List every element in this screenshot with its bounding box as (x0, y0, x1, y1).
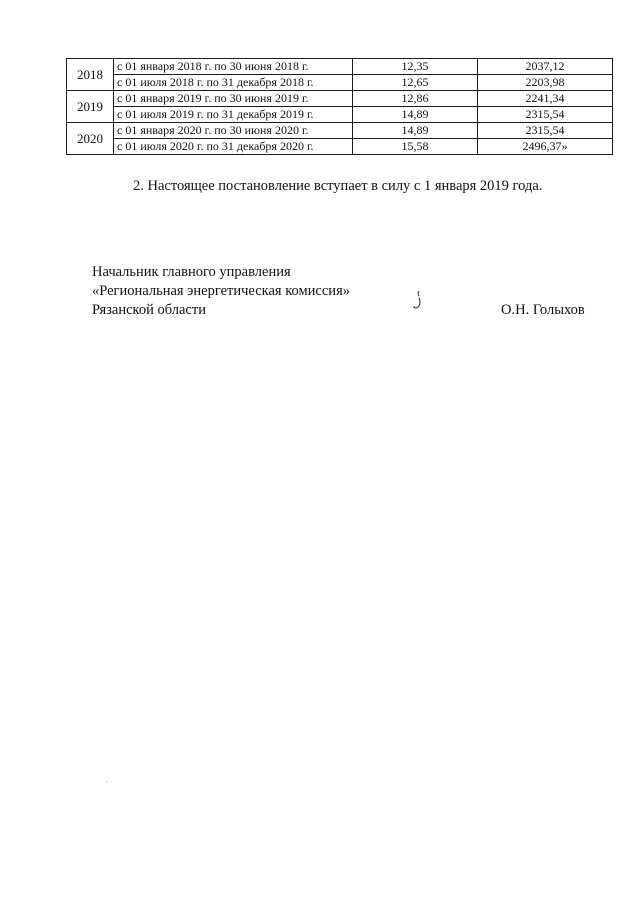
value2-cell: 2203,98 (478, 75, 613, 91)
period-cell: с 01 января 2018 г. по 30 июня 2018 г. (114, 59, 353, 75)
value2-cell: 2315,54 (478, 107, 613, 123)
period-cell: с 01 июля 2020 г. по 31 декабря 2020 г. (114, 139, 353, 155)
table-row (67, 123, 613, 139)
signatory-name: О.Н. Голыхов (501, 302, 585, 318)
value2-cell: 2315,54 (478, 123, 613, 139)
value2-cell: 2496,37» (478, 139, 613, 155)
scan-speck (106, 781, 107, 782)
value1-cell: 12,35 (353, 59, 478, 75)
table-row (67, 107, 613, 123)
year-cell: 2018 (67, 59, 114, 91)
tariff-table (66, 58, 613, 155)
year-cell: 2019 (67, 91, 114, 123)
signatory-title-line: Рязанской области (92, 302, 206, 318)
value1-cell: 12,65 (353, 75, 478, 91)
handwritten-signature-mark (410, 290, 426, 312)
table-row (67, 91, 613, 107)
period-cell: с 01 января 2020 г. по 30 июня 2020 г. (114, 123, 353, 139)
value2-cell: 2037,12 (478, 59, 613, 75)
value1-cell: 14,89 (353, 107, 478, 123)
signatory-title-block (92, 263, 350, 320)
table-row (67, 75, 613, 91)
table-row (67, 59, 613, 75)
table-row (67, 139, 613, 155)
period-cell: с 01 января 2019 г. по 30 июня 2019 г. (114, 91, 353, 107)
effective-date-paragraph: 2. Настоящее постановление вступает в силу с 1 января 2019 года. (133, 178, 543, 194)
value1-cell: 14,89 (353, 123, 478, 139)
period-cell: с 01 июля 2018 г. по 31 декабря 2018 г. (114, 75, 353, 91)
value2-cell: 2241,34 (478, 91, 613, 107)
signatory-title-line: Начальник главного управления (92, 264, 291, 280)
value1-cell: 15,58 (353, 139, 478, 155)
signatory-title-line: «Региональная энергетическая комиссия» (92, 283, 350, 299)
period-cell: с 01 июля 2019 г. по 31 декабря 2019 г. (114, 107, 353, 123)
year-cell: 2020 (67, 123, 114, 155)
value1-cell: 12,86 (353, 91, 478, 107)
